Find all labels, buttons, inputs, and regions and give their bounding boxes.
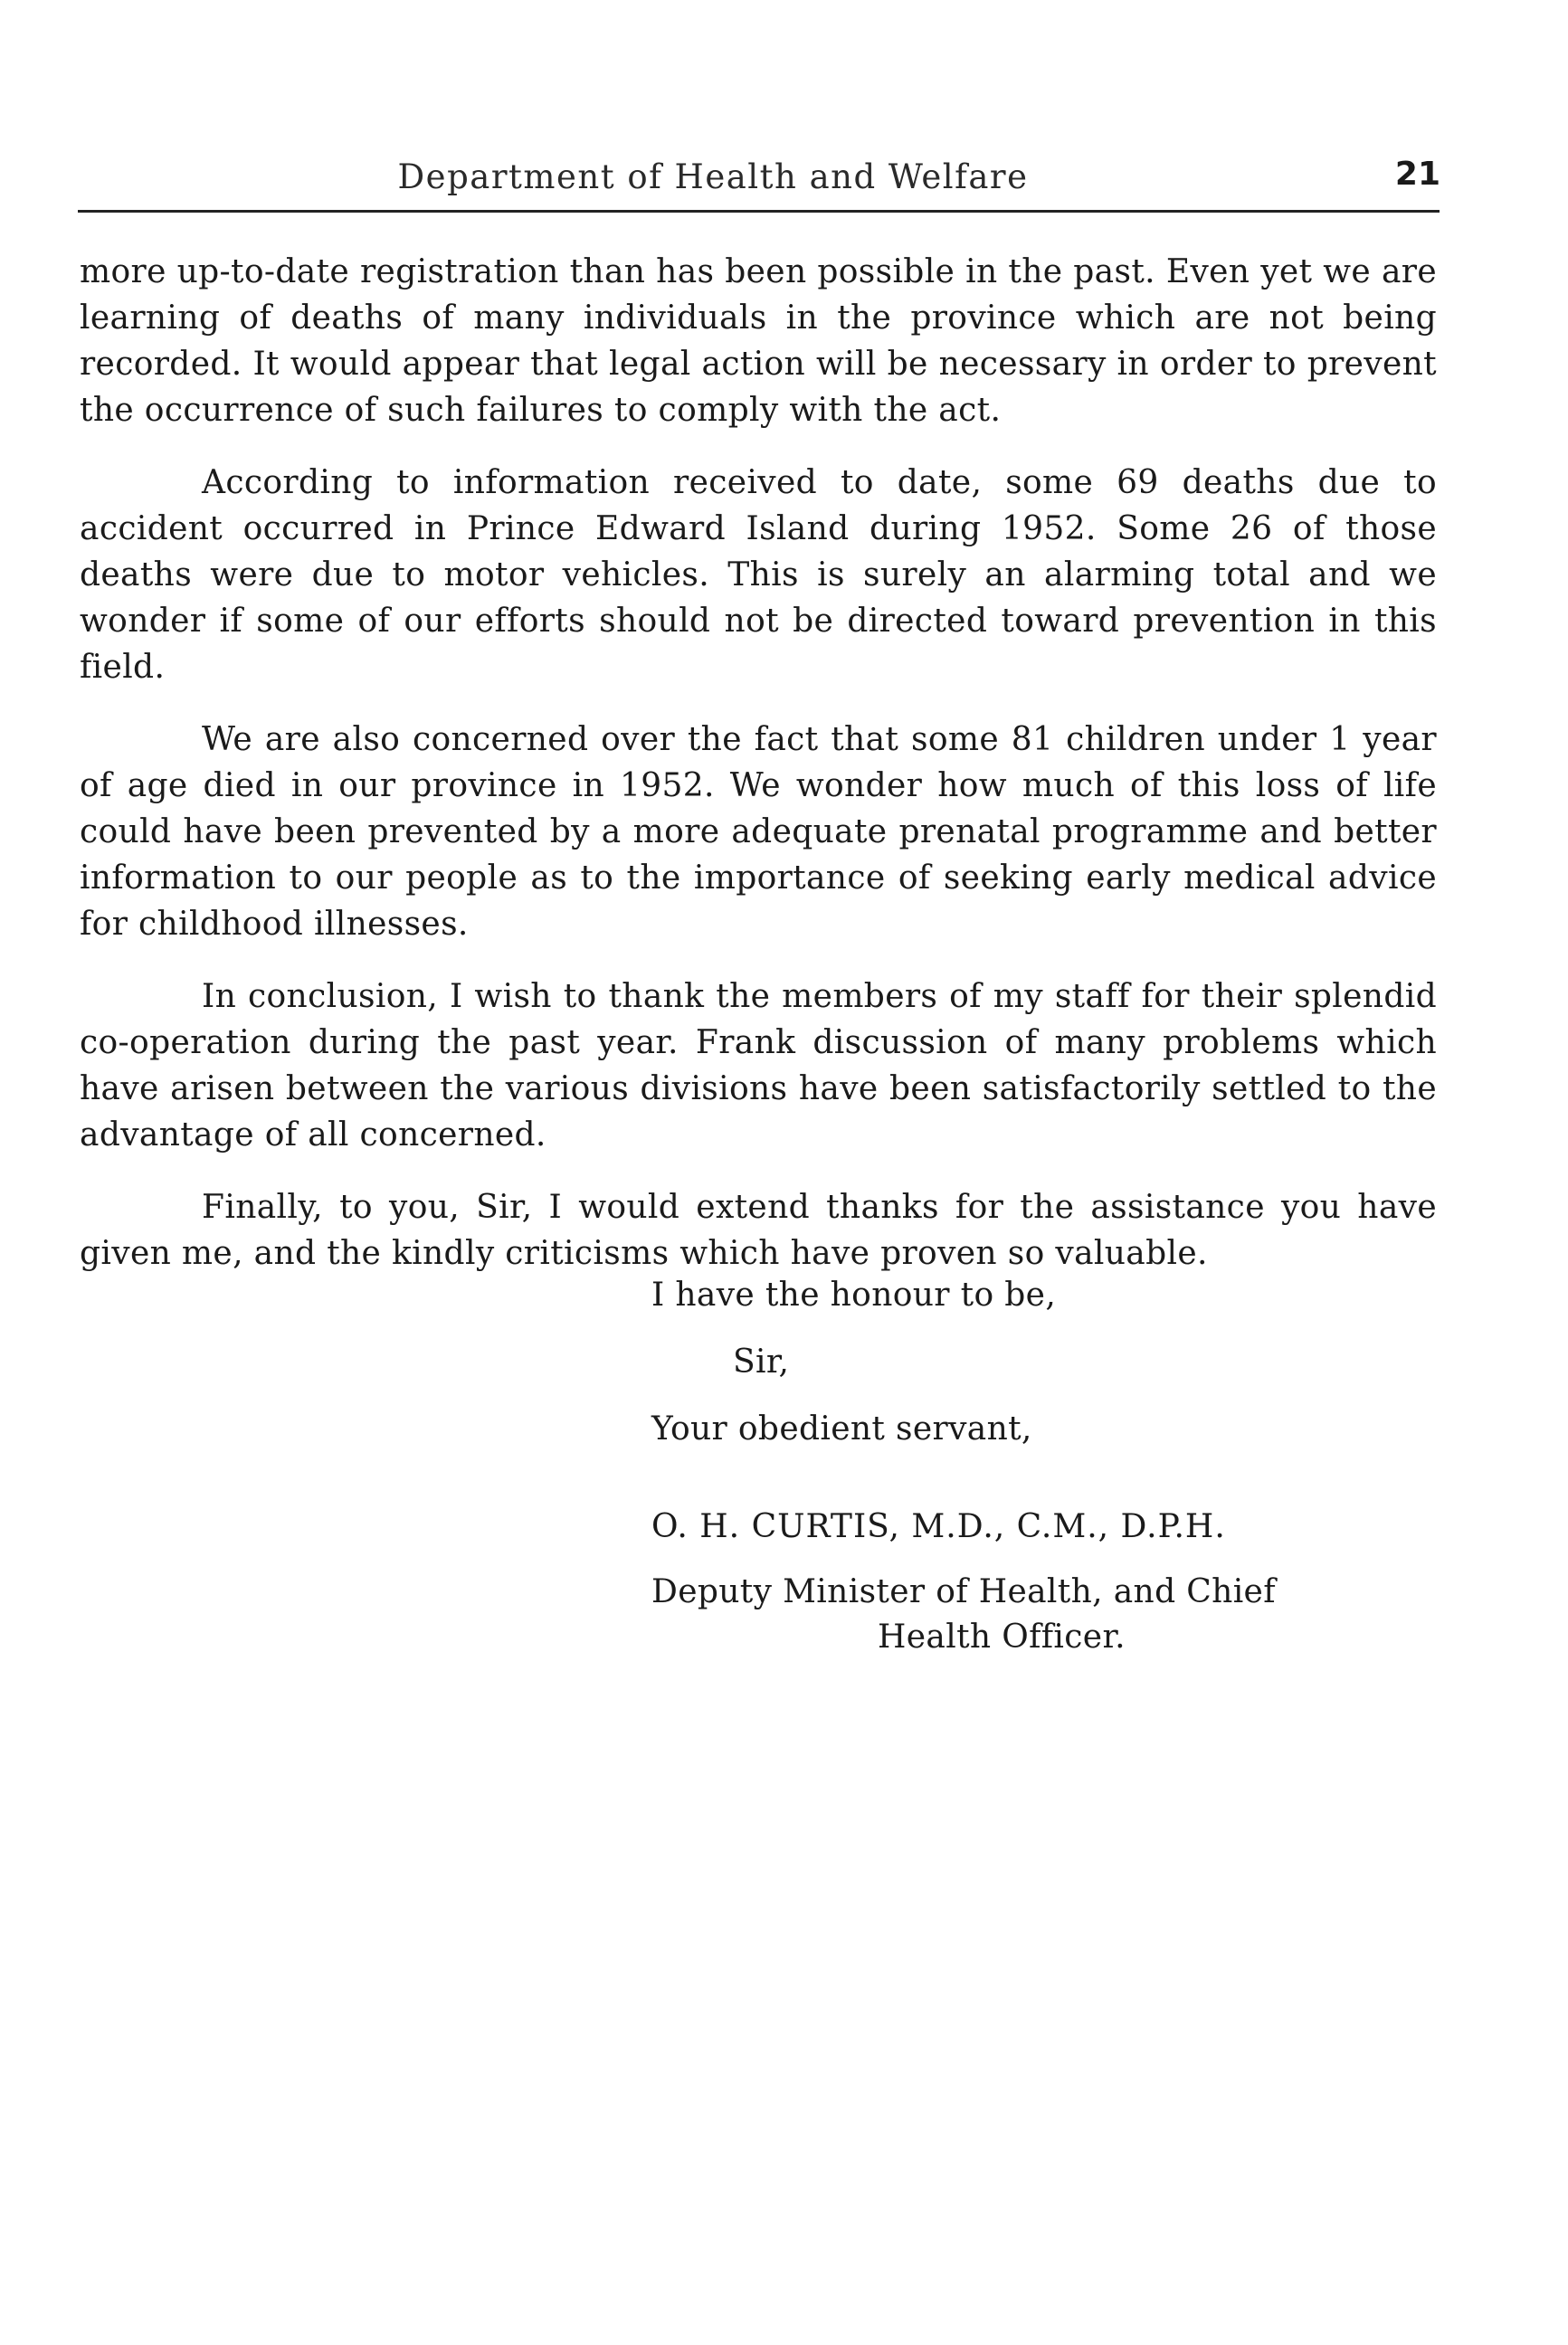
paragraph-conclusion: In conclusion, I wish to thank the members of my staff for their splendid co-operation during the past year. Frank discussion of many problems which have arisen between the various divisions have been satisfactorily settled to the advantage of all concerned.	[80, 978, 1437, 1154]
paragraph-infant-deaths: We are also concerned over the fact that some 81 children under 1 year of age died in our province in 1952. We wonder how much of this loss of life could have been prevented by a more adequate prenatal programme and better information to our people as to the importance of seeking early medical advice for childhood illnesses.	[80, 721, 1437, 943]
closing-honour: I have the honour to be,	[651, 1277, 1057, 1314]
header-rule	[78, 210, 1440, 213]
closing-servant: Your obedient servant,	[651, 1410, 1032, 1448]
paragraph-continuation: more up-to-date registration than has been possible in the past. Even yet we are learning of deaths of many individuals in the province which are not being recorded. It would appear that legal action will be necessary in order to prevent the occurrence of such failures to comply with the act.	[80, 253, 1437, 429]
signatory-name: O. H. CURTIS, M.D., C.M., D.P.H.	[651, 1508, 1226, 1545]
running-head	[80, 152, 1440, 206]
running-title: Department of Health and Welfare	[397, 157, 1029, 196]
body-text	[80, 249, 1437, 1303]
signatory-title-line1: Deputy Minister of Health, and Chief	[651, 1573, 1276, 1610]
paragraph-accidents: According to information received to date, some 69 deaths due to accident occurred in Prince Edward Island during 1952. Some 26 of those deaths were due to motor vehicles. This is surely an alarming total and we wonder if some of our efforts should not be directed toward prevention in this field.	[80, 464, 1437, 686]
page-number: 21	[1394, 156, 1440, 193]
signatory-title-line2: Health Officer.	[878, 1619, 1126, 1656]
closing-salutation: Sir,	[733, 1343, 790, 1381]
paragraph-thanks: Finally, to you, Sir, I would extend thanks for the assistance you have given me, and the kindly criticisms which have proven so valuable.	[80, 1189, 1437, 1272]
